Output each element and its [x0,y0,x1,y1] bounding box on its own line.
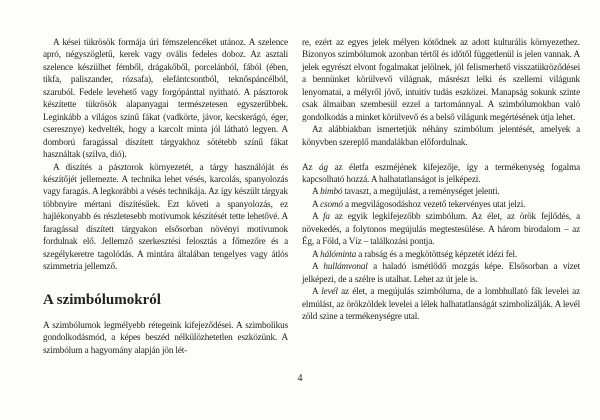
symbol-term: csomó [320,198,343,209]
body-paragraph: A szimbólumok legmélyebb rétegeink kifejeződései. A szimbolikus gondolkodásmód, a képes beszéd nélkülözhetetlen eszközünk. A szimbólum a hagyomány alapján jön lét- [43,319,288,355]
symbol-term: levél [321,286,338,297]
body-paragraph: re, ezért az egyes jelek mélyen kötődnek az adott kulturális környezethez. Bizonyos szimbólumok azonban tértől és időtől függetlenül is jelen vannak. A jelek egyrészt elvont fogalmakat jelölnek, jól felismerhető visszatükröződései a bennünket körülvevő világnak, másrészt lelki és szellemi világunk lenyomatai, a mélyről jövő, intuitív tudás eszközei. Manapság sokunk szinte csak álmaiban szembesül ezzel a tartománnyal. A szimbólumokban való gondolkodás a minket körülvevő és a belső világunk megértésének útja lehet. [302,37,580,122]
left-column [43,36,288,356]
paragraph-text: A [312,186,321,197]
symbol-paragraph [302,198,580,210]
paragraph-text: A [312,211,323,222]
paragraph-text: a megvilágosodáshoz vezető tekervényes utat jelzi. [342,198,526,209]
section-heading: A szimbólumokról [43,291,161,308]
body-paragraph: Az alábbiakban ismertetjük néhány szimbólum jelentését, amelyek a könyvben szereplő mandalákban előfordulnak. [302,124,580,147]
symbol-term: hullámvonal [323,261,368,272]
paragraph-text: az élet, a megújulás szimbóluma, de a lombhullató fák levelei az elmúlást, az örökzöldek levelei a lélek halhatatlanságát szimbolizálják. A levél zöld szine a termékenységre utal. [302,286,580,322]
symbol-paragraph [302,285,580,322]
paragraph-text: A [312,248,321,259]
paragraph-text: Az [302,161,320,172]
body-paragraph: A kései tükrösök formája úri fémszelencéket utánoz. A szelence apró, négyszögletű, kerek vagy ovális fedeles doboz. Az asztali szelence készülhet fémből, drágakőből, porcelánból, fából (ében, tikfa, paliszander, rózsafa), elefántcsontból, teknőspáncélból, szaruból. Fedele levehető vagy forgópánttal nyitható. A pásztorok készítette tükrösök alapanyagai természetesen egyszerűbbek. Leginkább a világos színű fákat (vadkörte, jávor, kecskerágó, éger, cseresznye) kedvelték, hogy a karcolt minta jól látható legyen. A domború faragással díszített tárgyakhoz sötétebb színű fákat használtak (szilva, dió). [43,37,288,160]
symbol-term: fa [323,211,330,222]
paragraph-text: a rabság és a megkötöttség képzetét idézi fel. [356,248,518,259]
paragraph-text: A [312,286,322,297]
right-column [302,36,580,322]
symbol-term: hálóminta [320,248,357,259]
symbol-paragraph [302,210,580,247]
symbol-paragraph [302,161,580,186]
symbol-term: bimbó [320,186,343,197]
symbol-paragraph [302,260,580,285]
paragraph-text: A [312,261,324,272]
symbol-paragraph [302,248,580,260]
symbol-paragraph [302,185,580,197]
paragraph-text: A [312,198,321,209]
symbol-term: ág [319,161,328,172]
paragraph-text: az egyik legkifejezőbb szimbólum. Az élet, az örök fejlődés, a növekedés, a folytonos megújulás megtestesülése. A három birodalom – az Ég, a Föld, a Víz – találkozási pontja. [302,211,580,247]
page-number: 4 [297,373,303,384]
body-paragraph: A díszítés a pásztorok környezetét, a tárgy használóját és készítőjét jellemezte. A technika lehet vésés, karcolás, spanyolozás vagy faragás. A legkorábbi a vésés technikája. Az így készült tárgyak többnyire mértani díszítésűek. Ezt követi a spanyolozás, ez hajlékonyabb és részletesebb motívumok készítését tette lehetővé. A faragással díszített tárgyakon elsősorban növényi motívumok fordulnak elő. Jellemző szerkesztési felosztás a főmezőre és a szegélykeretre tagolódás. A mintára általában tengelyes vagy átlós szimmetria jellemző. [43,161,288,272]
paragraph-text: a haladó ismétlődő mozgás képe. Elsősorban a vizet jelképezi, de a szélre is utalhat. Lehet az út jele is. [302,261,581,284]
paragraph-text: az életfa eszméjének kifejezője, így a termékenység fogalma kapcsolható hozzá. A halhatatlanságot is jelképezi. [302,161,581,185]
paragraph-text: tavaszt, a megújulást, a reménységet jelenti. [342,186,500,197]
